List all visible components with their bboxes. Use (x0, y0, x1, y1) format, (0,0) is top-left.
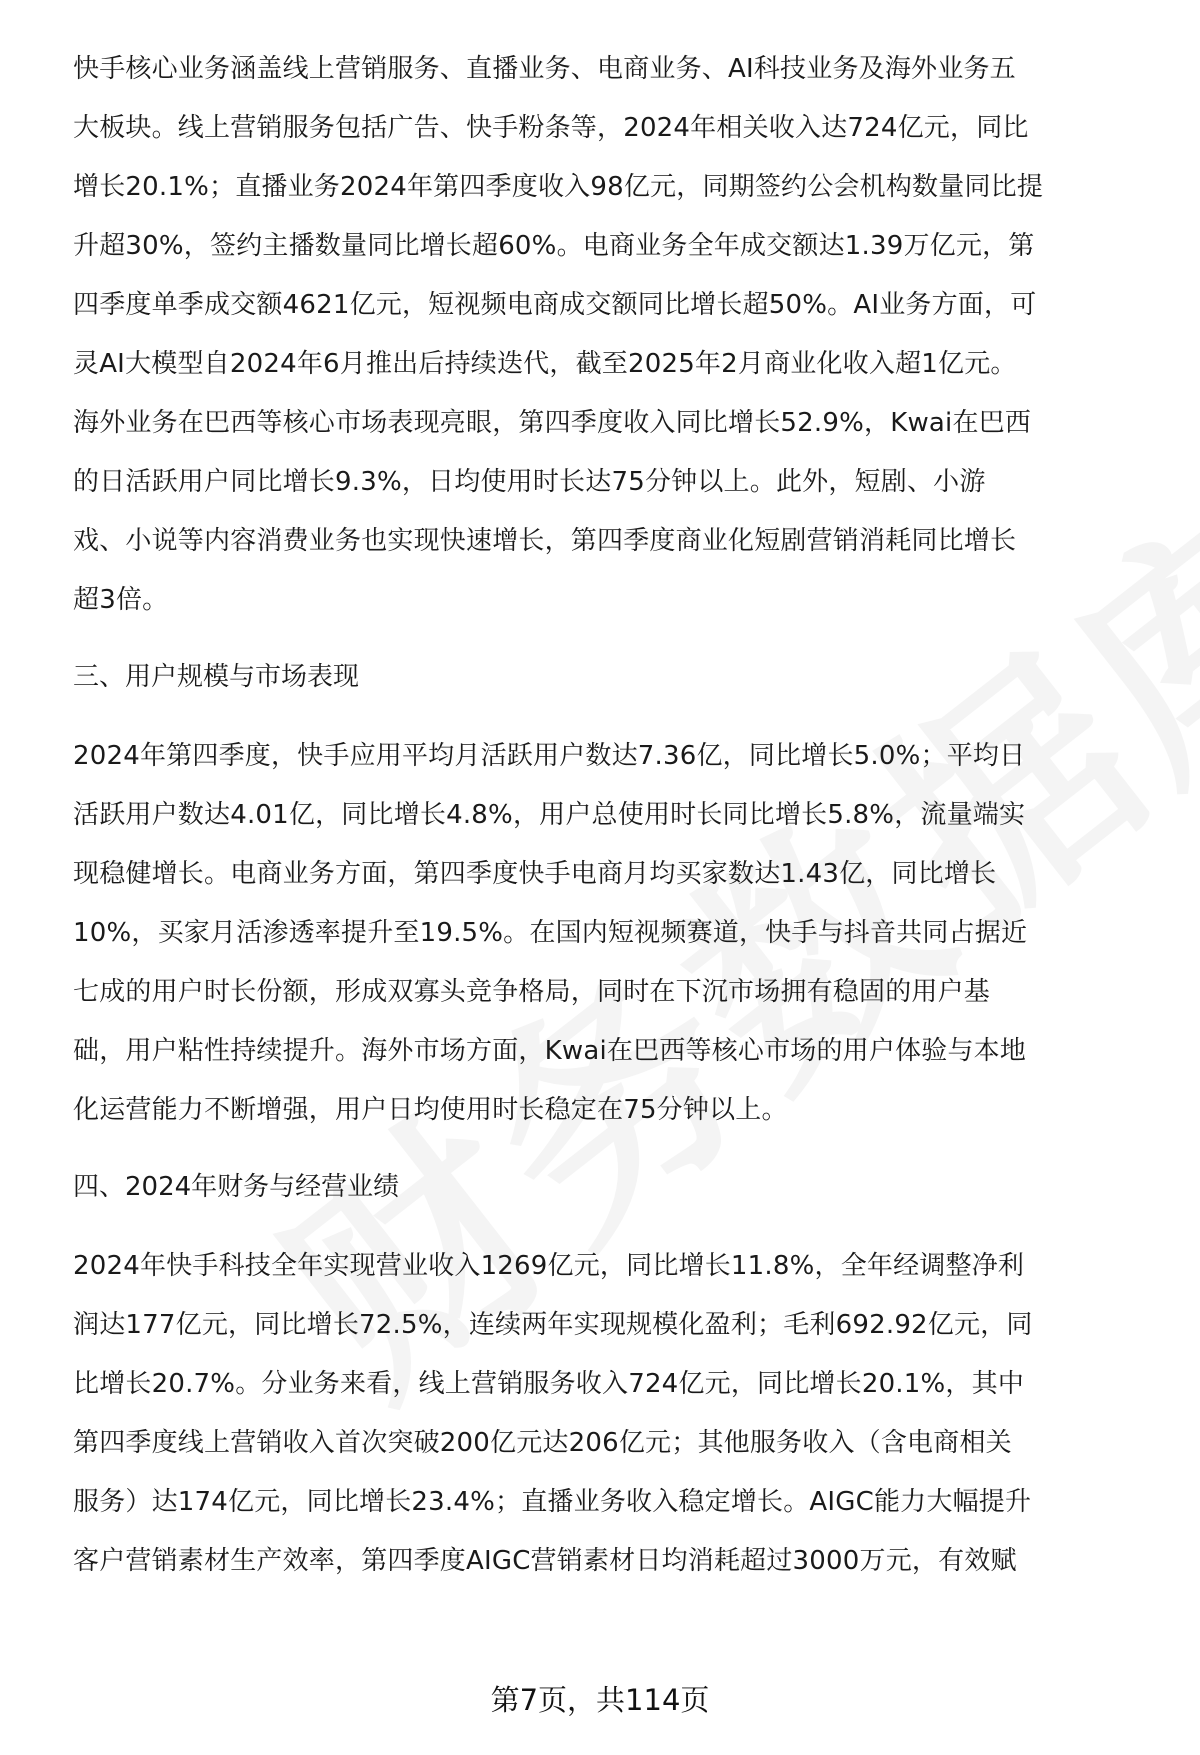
paragraph-line: 比增长20.7%。分业务来看，线上营销服务收入724亿元，同比增长20.1%，其中 (73, 1369, 1025, 1399)
paragraph-line: 七成的用户时长份额，形成双寡头竞争格局，同时在下沉市场拥有稳固的用户基 (73, 977, 991, 1007)
paragraph-line: 10%，买家月活渗透率提升至19.5%。在国内短视频赛道，快手与抖音共同占据近 (73, 918, 1028, 948)
paragraph-line: 的日活跃用户同比增长9.3%，日均使用时长达75分钟以上。此外，短剧、小游 (73, 467, 986, 497)
paragraph-line: 超3倍。 (73, 585, 169, 615)
paragraph-line: 客户营销素材生产效率，第四季度AIGC营销素材日均消耗超过3000万元，有效赋 (73, 1546, 1017, 1576)
paragraph-line: 第四季度线上营销收入首次突破200亿元达206亿元；其他服务收入（含电商相关 (73, 1428, 1012, 1458)
paragraph-line: 2024年快手科技全年实现营业收入1269亿元，同比增长11.8%，全年经调整净利 (73, 1251, 1025, 1281)
paragraph-line: 增长20.1%；直播业务2024年第四季度收入98亿元，同期签约公会机构数量同比提 (73, 172, 1044, 202)
intro-paragraph (73, 40, 1163, 630)
paragraph-line: 润达177亿元，同比增长72.5%，连续两年实现规模化盈利；毛利692.92亿元，同 (73, 1310, 1033, 1340)
paragraph-line: 快手核心业务涵盖线上营销服务、直播业务、电商业务、AI科技业务及海外业务五 (73, 54, 1016, 84)
paragraph-line: 海外业务在巴西等核心市场表现亮眼，第四季度收入同比增长52.9%，Kwai在巴西 (73, 408, 1032, 438)
paragraph-line: 化运营能力不断增强，用户日均使用时长稳定在75分钟以上。 (73, 1095, 788, 1125)
paragraph-line: 四季度单季成交额4621亿元，短视频电商成交额同比增长超50%。AI业务方面，可 (73, 290, 1037, 320)
page-number: 第7页，共114页 (490, 1683, 710, 1717)
section-heading-financials: 四、2024年财务与经营业绩 (73, 1172, 400, 1202)
document-body (73, 40, 1163, 1591)
paragraph-line: 大板块。线上营销服务包括广告、快手粉条等，2024年相关收入达724亿元，同比 (73, 113, 1029, 143)
paragraph-line: 础，用户粘性持续提升。海外市场方面，Kwai在巴西等核心市场的用户体验与本地 (73, 1036, 1027, 1066)
paragraph-line: 活跃用户数达4.01亿，同比增长4.8%，用户总使用时长同比增长5.8%，流量端实 (73, 800, 1026, 830)
paragraph-line: 2024年第四季度，快手应用平均月活跃用户数达7.36亿，同比增长5.0%；平均日 (73, 741, 1026, 771)
user-scale-paragraph (73, 727, 1163, 1140)
paragraph-line: 现稳健增长。电商业务方面，第四季度快手电商月均买家数达1.43亿，同比增长 (73, 859, 997, 889)
section-heading-user-scale: 三、用户规模与市场表现 (73, 662, 360, 692)
paragraph-line: 灵AI大模型自2024年6月推出后持续迭代，截至2025年2月商业化收入超1亿元。 (73, 349, 1017, 379)
paragraph-line: 升超30%，签约主播数量同比增长超60%。电商业务全年成交额达1.39万亿元，第 (73, 231, 1035, 261)
financials-paragraph (73, 1237, 1163, 1591)
paragraph-line: 戏、小说等内容消费业务也实现快速增长，第四季度商业化短剧营销消耗同比增长 (73, 526, 1017, 556)
paragraph-line: 服务）达174亿元，同比增长23.4%；直播业务收入稳定增长。AIGC能力大幅提升 (73, 1487, 1032, 1517)
